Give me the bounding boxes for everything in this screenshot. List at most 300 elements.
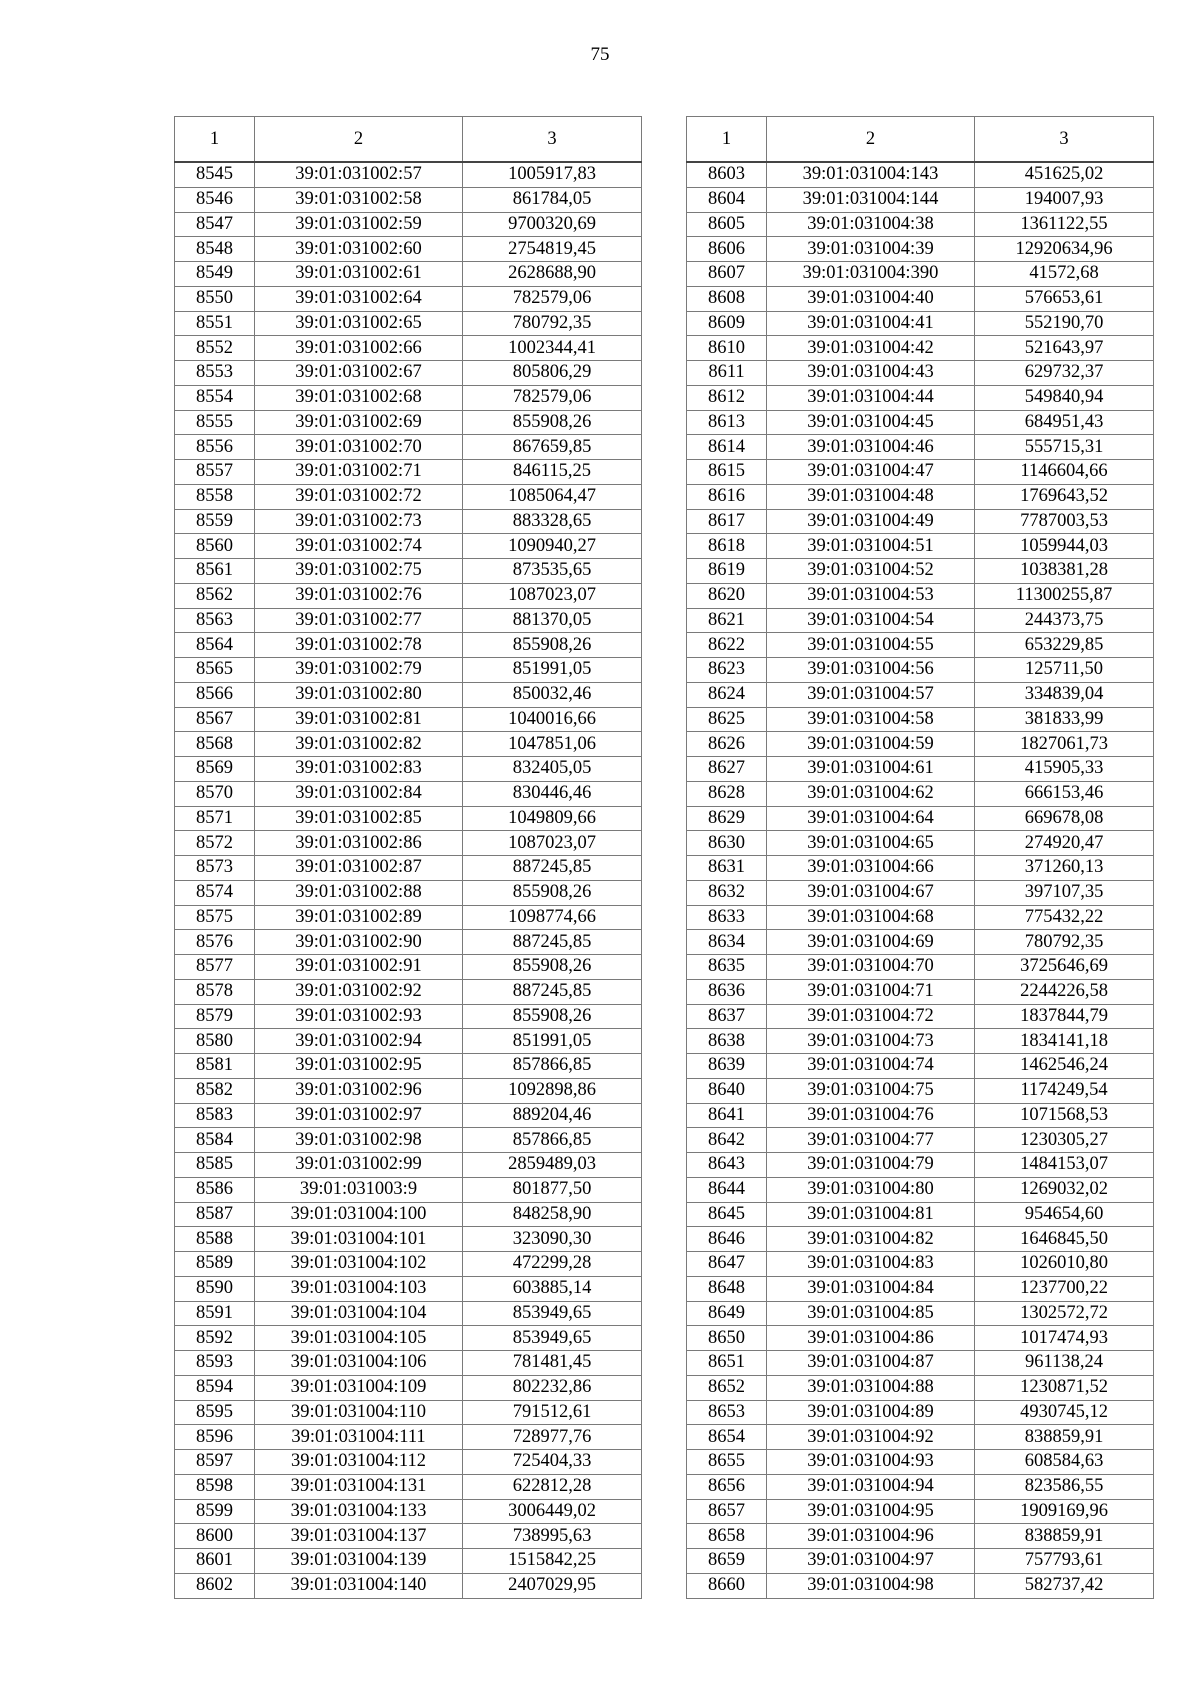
table-row — [687, 1227, 1154, 1252]
value-cell: 850032,46 — [463, 682, 642, 707]
row-number-cell: 8592 — [175, 1326, 255, 1351]
cadastral-number-cell: 39:01:031004:82 — [767, 1227, 975, 1252]
table-row — [175, 880, 642, 905]
table-row — [687, 1276, 1154, 1301]
cadastral-number-cell: 39:01:031004:88 — [767, 1375, 975, 1400]
row-number-cell: 8645 — [687, 1202, 767, 1227]
table-row — [687, 757, 1154, 782]
value-cell: 1087023,07 — [463, 831, 642, 856]
table-row — [175, 658, 642, 683]
value-cell: 757793,61 — [975, 1549, 1154, 1574]
row-number-cell: 8577 — [175, 955, 255, 980]
value-cell: 887245,85 — [463, 979, 642, 1004]
value-cell: 728977,76 — [463, 1425, 642, 1450]
table-row — [687, 1078, 1154, 1103]
row-number-cell: 8627 — [687, 757, 767, 782]
row-number-cell: 8581 — [175, 1054, 255, 1079]
cadastral-number-cell: 39:01:031004:84 — [767, 1276, 975, 1301]
row-number-cell: 8576 — [175, 930, 255, 955]
cadastral-number-cell: 39:01:031002:70 — [255, 435, 463, 460]
table-row — [175, 856, 642, 881]
row-number-cell: 8654 — [687, 1425, 767, 1450]
row-number-cell: 8621 — [687, 608, 767, 633]
cadastral-number-cell: 39:01:031002:99 — [255, 1153, 463, 1178]
table-row — [175, 1252, 642, 1277]
table-row — [687, 1252, 1154, 1277]
row-number-cell: 8582 — [175, 1078, 255, 1103]
row-number-cell: 8626 — [687, 732, 767, 757]
row-number-cell: 8552 — [175, 336, 255, 361]
cadastral-number-cell: 39:01:031004:56 — [767, 658, 975, 683]
table-row — [175, 1425, 642, 1450]
row-number-cell: 8591 — [175, 1301, 255, 1326]
cadastral-number-cell: 39:01:031004:49 — [767, 509, 975, 534]
row-number-cell: 8601 — [175, 1549, 255, 1574]
row-number-cell: 8620 — [687, 583, 767, 608]
cadastral-number-cell: 39:01:031004:65 — [767, 831, 975, 856]
row-number-cell: 8548 — [175, 237, 255, 262]
value-cell: 867659,85 — [463, 435, 642, 460]
cadastral-number-cell: 39:01:031004:61 — [767, 757, 975, 782]
table-row — [175, 559, 642, 584]
table-row — [687, 162, 1154, 187]
table-row — [687, 559, 1154, 584]
cadastral-number-cell: 39:01:031002:94 — [255, 1029, 463, 1054]
table-row — [687, 905, 1154, 930]
row-number-cell: 8632 — [687, 880, 767, 905]
cadastral-number-cell: 39:01:031002:59 — [255, 212, 463, 237]
row-number-cell: 8569 — [175, 757, 255, 782]
table-row — [687, 212, 1154, 237]
value-cell: 1230305,27 — [975, 1128, 1154, 1153]
table-row — [687, 880, 1154, 905]
row-number-cell: 8600 — [175, 1524, 255, 1549]
cadastral-number-cell: 39:01:031004:109 — [255, 1375, 463, 1400]
value-cell: 244373,75 — [975, 608, 1154, 633]
cadastral-number-cell: 39:01:031004:46 — [767, 435, 975, 460]
value-cell: 1361122,55 — [975, 212, 1154, 237]
row-number-cell: 8586 — [175, 1177, 255, 1202]
value-cell: 1230871,52 — [975, 1375, 1154, 1400]
value-cell: 782579,06 — [463, 385, 642, 410]
table-row — [687, 1375, 1154, 1400]
column-header-number: 1 — [175, 117, 255, 163]
row-number-cell: 8614 — [687, 435, 767, 460]
value-cell: 855908,26 — [463, 410, 642, 435]
value-cell: 851991,05 — [463, 1029, 642, 1054]
table-header-row — [175, 117, 642, 163]
row-number-cell: 8651 — [687, 1351, 767, 1376]
value-cell: 855908,26 — [463, 633, 642, 658]
table-row — [687, 930, 1154, 955]
table-row — [687, 979, 1154, 1004]
row-number-cell: 8563 — [175, 608, 255, 633]
row-number-cell: 8633 — [687, 905, 767, 930]
value-cell: 472299,28 — [463, 1252, 642, 1277]
table-row — [687, 682, 1154, 707]
value-cell: 1834141,18 — [975, 1029, 1154, 1054]
cadastral-number-cell: 39:01:031004:390 — [767, 262, 975, 287]
row-number-cell: 8560 — [175, 534, 255, 559]
cadastral-number-cell: 39:01:031002:71 — [255, 460, 463, 485]
value-cell: 780792,35 — [463, 311, 642, 336]
table-row — [687, 1450, 1154, 1475]
value-cell: 855908,26 — [463, 955, 642, 980]
table-row — [687, 410, 1154, 435]
row-number-cell: 8555 — [175, 410, 255, 435]
cadastral-number-cell: 39:01:031004:38 — [767, 212, 975, 237]
row-number-cell: 8612 — [687, 385, 767, 410]
value-cell: 1098774,66 — [463, 905, 642, 930]
value-cell: 622812,28 — [463, 1474, 642, 1499]
table-row — [687, 361, 1154, 386]
row-number-cell: 8565 — [175, 658, 255, 683]
cadastral-number-cell: 39:01:031004:54 — [767, 608, 975, 633]
row-number-cell: 8588 — [175, 1227, 255, 1252]
cadastral-number-cell: 39:01:031002:97 — [255, 1103, 463, 1128]
cadastral-number-cell: 39:01:031004:66 — [767, 856, 975, 881]
value-cell: 608584,63 — [975, 1450, 1154, 1475]
value-cell: 4930745,12 — [975, 1400, 1154, 1425]
table-row — [175, 1177, 642, 1202]
cadastral-number-cell: 39:01:031004:100 — [255, 1202, 463, 1227]
cadastral-number-cell: 39:01:031004:73 — [767, 1029, 975, 1054]
row-number-cell: 8639 — [687, 1054, 767, 1079]
row-number-cell: 8613 — [687, 410, 767, 435]
value-cell: 12920634,96 — [975, 237, 1154, 262]
row-number-cell: 8585 — [175, 1153, 255, 1178]
cadastral-number-cell: 39:01:031004:101 — [255, 1227, 463, 1252]
table-row — [175, 1375, 642, 1400]
cadastral-number-cell: 39:01:031002:87 — [255, 856, 463, 881]
table-row — [175, 1128, 642, 1153]
value-cell: 887245,85 — [463, 930, 642, 955]
cadastral-number-cell: 39:01:031004:62 — [767, 781, 975, 806]
value-cell: 552190,70 — [975, 311, 1154, 336]
table-row — [175, 385, 642, 410]
cadastral-number-cell: 39:01:031004:57 — [767, 682, 975, 707]
table-row — [175, 1573, 642, 1598]
table-row — [687, 658, 1154, 683]
value-cell: 41572,68 — [975, 262, 1154, 287]
value-cell: 780792,35 — [975, 930, 1154, 955]
registry-table-left — [174, 116, 642, 1599]
row-number-cell: 8589 — [175, 1252, 255, 1277]
value-cell: 1038381,28 — [975, 559, 1154, 584]
cadastral-number-cell: 39:01:031004:105 — [255, 1326, 463, 1351]
value-cell: 887245,85 — [463, 856, 642, 881]
cadastral-number-cell: 39:01:031004:47 — [767, 460, 975, 485]
table-row — [175, 781, 642, 806]
cadastral-number-cell: 39:01:031002:69 — [255, 410, 463, 435]
row-number-cell: 8558 — [175, 484, 255, 509]
table-row — [175, 930, 642, 955]
table-row — [687, 187, 1154, 212]
value-cell: 1515842,25 — [463, 1549, 642, 1574]
cadastral-number-cell: 39:01:031002:76 — [255, 583, 463, 608]
cadastral-number-cell: 39:01:031002:93 — [255, 1004, 463, 1029]
row-number-cell: 8631 — [687, 856, 767, 881]
table-row — [687, 1153, 1154, 1178]
table-row — [175, 311, 642, 336]
value-cell: 1269032,02 — [975, 1177, 1154, 1202]
cadastral-number-cell: 39:01:031004:43 — [767, 361, 975, 386]
cadastral-number-cell: 39:01:031004:139 — [255, 1549, 463, 1574]
table-row — [687, 856, 1154, 881]
cadastral-number-cell: 39:01:031002:79 — [255, 658, 463, 683]
table-row — [175, 460, 642, 485]
table-row — [175, 905, 642, 930]
table-row — [175, 1004, 642, 1029]
table-row — [687, 1573, 1154, 1598]
cadastral-number-cell: 39:01:031002:82 — [255, 732, 463, 757]
cadastral-number-cell: 39:01:031004:94 — [767, 1474, 975, 1499]
cadastral-number-cell: 39:01:031004:144 — [767, 187, 975, 212]
table-row — [175, 1474, 642, 1499]
row-number-cell: 8653 — [687, 1400, 767, 1425]
value-cell: 7787003,53 — [975, 509, 1154, 534]
table-row — [175, 262, 642, 287]
table-row — [687, 1499, 1154, 1524]
row-number-cell: 8578 — [175, 979, 255, 1004]
row-number-cell: 8546 — [175, 187, 255, 212]
value-cell: 3006449,02 — [463, 1499, 642, 1524]
table-row — [687, 608, 1154, 633]
row-number-cell: 8593 — [175, 1351, 255, 1376]
row-number-cell: 8564 — [175, 633, 255, 658]
value-cell: 961138,24 — [975, 1351, 1154, 1376]
table-row — [175, 1524, 642, 1549]
table-row — [687, 1004, 1154, 1029]
cadastral-number-cell: 39:01:031004:53 — [767, 583, 975, 608]
table-row — [175, 187, 642, 212]
row-number-cell: 8618 — [687, 534, 767, 559]
table-row — [687, 1177, 1154, 1202]
table-row — [687, 1425, 1154, 1450]
cadastral-number-cell: 39:01:031004:51 — [767, 534, 975, 559]
row-number-cell: 8603 — [687, 162, 767, 187]
table-row — [687, 707, 1154, 732]
row-number-cell: 8629 — [687, 806, 767, 831]
cadastral-number-cell: 39:01:031004:140 — [255, 1573, 463, 1598]
cadastral-number-cell: 39:01:031004:77 — [767, 1128, 975, 1153]
value-cell: 9700320,69 — [463, 212, 642, 237]
table-row — [687, 484, 1154, 509]
cadastral-number-cell: 39:01:031002:98 — [255, 1128, 463, 1153]
value-cell: 855908,26 — [463, 1004, 642, 1029]
value-cell: 125711,50 — [975, 658, 1154, 683]
table-row — [687, 732, 1154, 757]
row-number-cell: 8562 — [175, 583, 255, 608]
value-cell: 381833,99 — [975, 707, 1154, 732]
row-number-cell: 8554 — [175, 385, 255, 410]
value-cell: 889204,46 — [463, 1103, 642, 1128]
table-row — [175, 1351, 642, 1376]
row-number-cell: 8615 — [687, 460, 767, 485]
value-cell: 791512,61 — [463, 1400, 642, 1425]
table-row — [687, 1326, 1154, 1351]
row-number-cell: 8611 — [687, 361, 767, 386]
value-cell: 666153,46 — [975, 781, 1154, 806]
cadastral-number-cell: 39:01:031004:85 — [767, 1301, 975, 1326]
row-number-cell: 8643 — [687, 1153, 767, 1178]
row-number-cell: 8584 — [175, 1128, 255, 1153]
table-row — [175, 707, 642, 732]
cadastral-number-cell: 39:01:031004:111 — [255, 1425, 463, 1450]
row-number-cell: 8634 — [687, 930, 767, 955]
table-row — [175, 608, 642, 633]
cadastral-number-cell: 39:01:031004:70 — [767, 955, 975, 980]
cadastral-number-cell: 39:01:031002:65 — [255, 311, 463, 336]
value-cell: 1462546,24 — [975, 1054, 1154, 1079]
value-cell: 851991,05 — [463, 658, 642, 683]
value-cell: 582737,42 — [975, 1573, 1154, 1598]
value-cell: 415905,33 — [975, 757, 1154, 782]
table-row — [175, 757, 642, 782]
table-row — [175, 1326, 642, 1351]
row-number-cell: 8605 — [687, 212, 767, 237]
cadastral-number-cell: 39:01:031003:9 — [255, 1177, 463, 1202]
value-cell: 1174249,54 — [975, 1078, 1154, 1103]
table-body-right — [687, 162, 1154, 1598]
value-cell: 1090940,27 — [463, 534, 642, 559]
row-number-cell: 8604 — [687, 187, 767, 212]
value-cell: 521643,97 — [975, 336, 1154, 361]
row-number-cell: 8658 — [687, 1524, 767, 1549]
row-number-cell: 8636 — [687, 979, 767, 1004]
cadastral-number-cell: 39:01:031004:97 — [767, 1549, 975, 1574]
table-row — [687, 1128, 1154, 1153]
table-row — [687, 633, 1154, 658]
value-cell: 549840,94 — [975, 385, 1154, 410]
value-cell: 830446,46 — [463, 781, 642, 806]
cadastral-number-cell: 39:01:031002:74 — [255, 534, 463, 559]
row-number-cell: 8640 — [687, 1078, 767, 1103]
value-cell: 1302572,72 — [975, 1301, 1154, 1326]
row-number-cell: 8622 — [687, 633, 767, 658]
row-number-cell: 8575 — [175, 905, 255, 930]
cadastral-number-cell: 39:01:031004:137 — [255, 1524, 463, 1549]
column-header-value: 3 — [975, 117, 1154, 163]
row-number-cell: 8572 — [175, 831, 255, 856]
row-number-cell: 8624 — [687, 682, 767, 707]
row-number-cell: 8650 — [687, 1326, 767, 1351]
table-row — [175, 583, 642, 608]
row-number-cell: 8641 — [687, 1103, 767, 1128]
cadastral-number-cell: 39:01:031004:79 — [767, 1153, 975, 1178]
table-row — [175, 633, 642, 658]
table-row — [175, 1301, 642, 1326]
row-number-cell: 8568 — [175, 732, 255, 757]
value-cell: 1909169,96 — [975, 1499, 1154, 1524]
table-row — [175, 1202, 642, 1227]
cadastral-number-cell: 39:01:031002:84 — [255, 781, 463, 806]
row-number-cell: 8574 — [175, 880, 255, 905]
row-number-cell: 8628 — [687, 781, 767, 806]
value-cell: 1005917,83 — [463, 162, 642, 187]
cadastral-number-cell: 39:01:031004:71 — [767, 979, 975, 1004]
value-cell: 1026010,80 — [975, 1252, 1154, 1277]
value-cell: 782579,06 — [463, 286, 642, 311]
column-header-cadastral-number: 2 — [255, 117, 463, 163]
cadastral-number-cell: 39:01:031004:80 — [767, 1177, 975, 1202]
value-cell: 857866,85 — [463, 1054, 642, 1079]
value-cell: 1646845,50 — [975, 1227, 1154, 1252]
row-number-cell: 8623 — [687, 658, 767, 683]
cadastral-number-cell: 39:01:031004:39 — [767, 237, 975, 262]
cadastral-number-cell: 39:01:031002:64 — [255, 286, 463, 311]
cadastral-number-cell: 39:01:031004:143 — [767, 162, 975, 187]
cadastral-number-cell: 39:01:031004:40 — [767, 286, 975, 311]
cadastral-number-cell: 39:01:031002:90 — [255, 930, 463, 955]
value-cell: 1484153,07 — [975, 1153, 1154, 1178]
table-row — [687, 583, 1154, 608]
row-number-cell: 8646 — [687, 1227, 767, 1252]
value-cell: 194007,93 — [975, 187, 1154, 212]
row-number-cell: 8579 — [175, 1004, 255, 1029]
table-row — [687, 806, 1154, 831]
value-cell: 451625,02 — [975, 162, 1154, 187]
row-number-cell: 8590 — [175, 1276, 255, 1301]
cadastral-number-cell: 39:01:031002:91 — [255, 955, 463, 980]
table-row — [175, 1103, 642, 1128]
cadastral-number-cell: 39:01:031002:86 — [255, 831, 463, 856]
row-number-cell: 8608 — [687, 286, 767, 311]
value-cell: 1085064,47 — [463, 484, 642, 509]
row-number-cell: 8553 — [175, 361, 255, 386]
value-cell: 555715,31 — [975, 435, 1154, 460]
table-row — [175, 1276, 642, 1301]
cadastral-number-cell: 39:01:031004:41 — [767, 311, 975, 336]
value-cell: 603885,14 — [463, 1276, 642, 1301]
cadastral-number-cell: 39:01:031004:89 — [767, 1400, 975, 1425]
row-number-cell: 8545 — [175, 162, 255, 187]
row-number-cell: 8659 — [687, 1549, 767, 1574]
value-cell: 823586,55 — [975, 1474, 1154, 1499]
value-cell: 334839,04 — [975, 682, 1154, 707]
value-cell: 838859,91 — [975, 1425, 1154, 1450]
table-row — [687, 1301, 1154, 1326]
cadastral-number-cell: 39:01:031004:133 — [255, 1499, 463, 1524]
row-number-cell: 8642 — [687, 1128, 767, 1153]
row-number-cell: 8660 — [687, 1573, 767, 1598]
cadastral-number-cell: 39:01:031004:55 — [767, 633, 975, 658]
value-cell: 274920,47 — [975, 831, 1154, 856]
cadastral-number-cell: 39:01:031004:64 — [767, 806, 975, 831]
value-cell: 1837844,79 — [975, 1004, 1154, 1029]
value-cell: 832405,05 — [463, 757, 642, 782]
row-number-cell: 8595 — [175, 1400, 255, 1425]
value-cell: 1040016,66 — [463, 707, 642, 732]
row-number-cell: 8567 — [175, 707, 255, 732]
value-cell: 2859489,03 — [463, 1153, 642, 1178]
cadastral-number-cell: 39:01:031004:52 — [767, 559, 975, 584]
table-row — [175, 1499, 642, 1524]
value-cell: 1827061,73 — [975, 732, 1154, 757]
cadastral-number-cell: 39:01:031004:67 — [767, 880, 975, 905]
value-cell: 1092898,86 — [463, 1078, 642, 1103]
column-header-cadastral-number: 2 — [767, 117, 975, 163]
row-number-cell: 8619 — [687, 559, 767, 584]
table-row — [687, 1029, 1154, 1054]
table-body-left — [175, 162, 642, 1598]
cadastral-number-cell: 39:01:031002:88 — [255, 880, 463, 905]
row-number-cell: 8657 — [687, 1499, 767, 1524]
value-cell: 1002344,41 — [463, 336, 642, 361]
column-header-value: 3 — [463, 117, 642, 163]
table-row — [687, 262, 1154, 287]
registry-table-right — [686, 116, 1154, 1599]
